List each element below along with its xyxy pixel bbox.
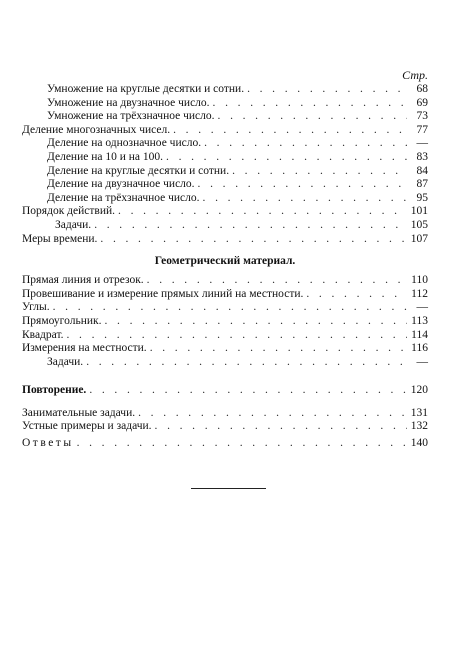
toc-entry-title: Провешивание и измерение прямых линий на местности.: [22, 287, 304, 300]
toc-entry: [22, 437, 428, 451]
toc-entry: [22, 301, 428, 315]
dot-leader: [213, 97, 407, 111]
toc-entry-title: Деление на 10 и на 100.: [47, 150, 164, 163]
toc-entry-title: Деление на двузначное число.: [47, 178, 195, 191]
dot-leader: [203, 192, 407, 206]
toc-entry-title: Умножение на круглые десятки и сотни.: [47, 83, 245, 95]
toc-entry: [22, 124, 428, 138]
toc-entry-title: Занимательные задачи.: [22, 406, 136, 419]
toc-entry-title: Меры времени.: [22, 232, 98, 245]
toc-entry: [22, 342, 428, 356]
toc-entry-title: Деление многозначных чисел.: [22, 123, 171, 136]
toc-entry-page: 69: [416, 96, 428, 109]
table-of-contents: [22, 83, 428, 451]
dot-leader: [118, 205, 407, 219]
toc-entry-title: Измерения на местности.: [22, 342, 147, 355]
toc-entry-title: Задачи.: [47, 355, 84, 368]
dot-leader: [147, 274, 407, 288]
dot-leader: [86, 356, 407, 370]
toc-entry: [22, 192, 428, 206]
toc-entry-page: 107: [410, 232, 428, 245]
toc-entry: [22, 97, 428, 111]
toc-entry-title: Ответы: [22, 437, 74, 450]
toc-entry-page: 116: [411, 342, 428, 355]
toc-entry-title: Деление на трёхзначное число.: [47, 191, 200, 204]
dot-leader: [204, 137, 407, 151]
toc-entry: [22, 151, 428, 165]
toc-entry-page: 77: [416, 123, 428, 136]
dot-leader: [173, 124, 407, 138]
dot-leader: [150, 342, 407, 356]
toc-entry-page: 110: [411, 274, 428, 287]
toc-entry-page: 101: [410, 205, 428, 218]
toc-entry-title: Деление на однозначное число.: [47, 137, 202, 150]
toc-entry-page: 105: [410, 218, 428, 231]
toc-entry: [22, 356, 428, 370]
toc-entry-page: 132: [410, 420, 428, 433]
dot-leader: [100, 233, 407, 247]
dot-leader: [232, 165, 407, 179]
toc-entry-title: Порядок действий.: [22, 205, 116, 218]
toc-entry-page: 120: [410, 384, 428, 397]
toc-entry-title: Умножение на двузначное число.: [47, 96, 210, 109]
toc-entry: [22, 219, 428, 233]
dot-leader: [198, 178, 407, 192]
dot-leader: [77, 437, 407, 451]
toc-entry-page: 84: [416, 164, 428, 177]
toc-entry-title: Квадрат.: [22, 328, 64, 341]
toc-entry: [22, 137, 428, 151]
toc-entry: [22, 178, 428, 192]
toc-entry: [22, 83, 428, 97]
dot-leader: [166, 151, 407, 165]
dot-leader: [247, 83, 407, 97]
toc-entry-page: —: [416, 137, 428, 150]
toc-entry: [22, 110, 428, 124]
dot-leader: [67, 329, 408, 343]
toc-entry-title: Задачи.: [55, 218, 92, 231]
toc-entry-title: Углы.: [22, 301, 50, 314]
toc-entry-page: 87: [416, 178, 428, 191]
toc-entry: [22, 288, 428, 302]
page-column-label: Стр.: [402, 68, 428, 82]
toc-entry: [22, 165, 428, 179]
dot-leader: [306, 288, 407, 302]
dot-leader: [218, 110, 407, 124]
toc-entry-title: Устные примеры и задачи.: [22, 420, 152, 433]
toc-entry: [22, 233, 428, 247]
toc-entry: [22, 274, 428, 288]
toc-entry-title: Деление на круглые десятки и сотни.: [47, 164, 230, 177]
toc-entry: [22, 329, 428, 343]
toc-entry-page: 83: [416, 150, 428, 163]
dot-leader: [89, 384, 407, 398]
toc-entry-page: 68: [416, 83, 428, 95]
toc-entry: [22, 407, 428, 421]
toc-entry-page: 73: [416, 110, 428, 123]
toc-entry: [22, 384, 428, 398]
toc-entry-page: —: [416, 355, 428, 368]
divider-line: [191, 488, 266, 489]
dot-leader: [138, 407, 407, 421]
toc-entry-page: 112: [411, 287, 428, 300]
dot-leader: [94, 219, 407, 233]
dot-leader: [155, 420, 407, 434]
toc-entry: [22, 420, 428, 434]
toc-entry-title: Прямая линия и отрезок.: [22, 274, 144, 287]
dot-leader: [53, 301, 407, 315]
toc-entry-page: 114: [411, 328, 428, 341]
toc-entry-page: 95: [416, 191, 428, 204]
toc-entry-page: 140: [410, 437, 428, 450]
toc-entry: [22, 315, 428, 329]
toc-entry-page: 131: [410, 406, 428, 419]
toc-entry-title: Умножение на трёхзначное число.: [47, 110, 215, 123]
toc-entry-page: —: [416, 301, 428, 314]
toc-entry-page: 113: [411, 314, 428, 327]
toc-entry: [22, 205, 428, 219]
toc-entry-title: Повторение.: [22, 384, 87, 397]
toc-entry-title: Прямоугольник.: [22, 314, 102, 327]
dot-leader: [104, 315, 407, 329]
section-heading: Геометрический материал.: [154, 255, 296, 268]
